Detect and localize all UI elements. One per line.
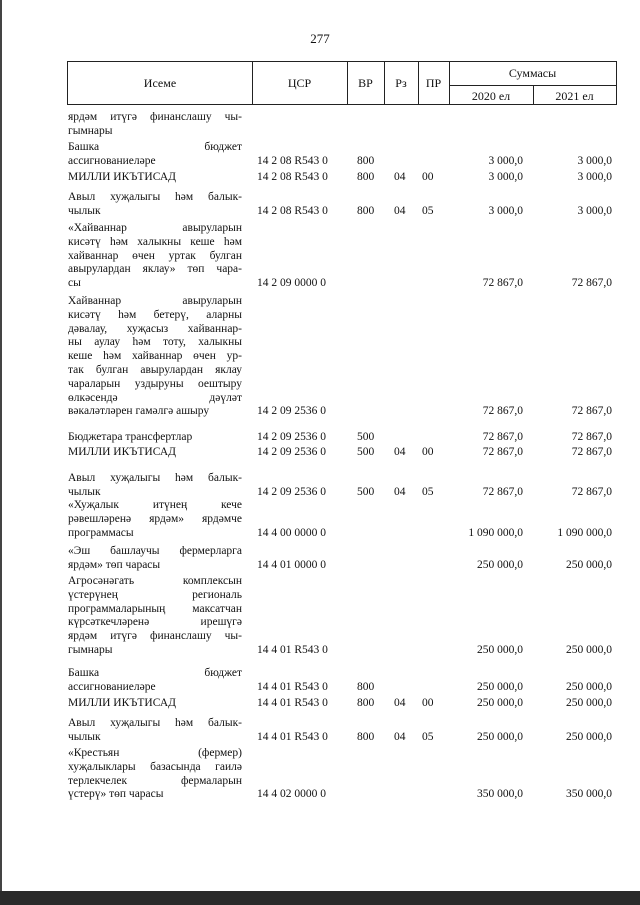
row-name	[68, 141, 242, 169]
row-name-line: хуҗалыклары базасында гаилә	[68, 760, 242, 773]
row-name	[68, 697, 242, 711]
row-csr: 14 4 01 R543 0	[257, 730, 328, 743]
row-name	[68, 222, 242, 291]
row-name-line: Агросәнәгать комплексын	[68, 575, 242, 587]
row-sum-2020: 250 000,0	[477, 644, 523, 656]
row-name-line: программасы	[68, 526, 134, 539]
row-sum-2020: 72 867,0	[482, 485, 523, 498]
row-name-line: чылык	[68, 730, 101, 743]
row-sum-2020: 72 867,0	[482, 405, 523, 418]
row-csr: 14 4 01 R543 0	[257, 697, 328, 709]
row-pr: 05	[422, 485, 434, 498]
row-sum-2021: 250 000,0	[566, 644, 612, 656]
row-sum-2020: 250 000,0	[477, 558, 523, 571]
row-rz: 04	[394, 204, 406, 217]
row-vr: 800	[357, 171, 375, 183]
table-row	[0, 191, 640, 219]
row-name-line: программаларының максатчан	[68, 602, 242, 615]
row-vr: 500	[357, 485, 375, 498]
row-sum-2020: 72 867,0	[482, 277, 523, 290]
table-row	[0, 717, 640, 745]
row-name-line: ярдәм итүгә финанслашу чы-	[68, 111, 242, 123]
table-row	[0, 545, 640, 573]
row-name	[68, 499, 242, 540]
table-row	[0, 747, 640, 802]
row-sum-2020: 1 090 000,0	[468, 526, 523, 539]
row-name-line: ярдәм» төп чарасы	[68, 558, 161, 571]
row-sum-2020: 250 000,0	[477, 680, 523, 693]
row-sum-2020: 250 000,0	[477, 730, 523, 743]
row-csr: 14 2 08 R543 0	[257, 171, 328, 183]
row-rz: 04	[394, 446, 406, 458]
table-row	[0, 431, 640, 445]
row-vr: 800	[357, 730, 375, 743]
header-sums: Суммасы	[508, 66, 557, 80]
row-csr: 14 4 02 0000 0	[257, 788, 326, 801]
row-csr: 14 4 00 0000 0	[257, 526, 326, 539]
table-row	[0, 446, 640, 460]
page-number: 277	[310, 31, 330, 46]
row-name-line: МИЛЛИ ИКЪТИСАД	[68, 697, 176, 709]
row-sum-2021: 250 000,0	[566, 697, 612, 709]
row-name	[68, 747, 242, 802]
row-name-line: ны аулау һәм тоту, халыкны	[68, 336, 242, 349]
row-name-line: терлекчелек фермаларын	[68, 774, 242, 787]
row-rz: 04	[394, 730, 406, 743]
header-year-2020: 2020 ел	[471, 89, 511, 103]
row-rz: 04	[394, 171, 406, 183]
row-name-line: Хайваннар авыруларын	[68, 295, 242, 307]
row-sum-2021: 350 000,0	[566, 788, 612, 801]
row-name	[68, 171, 242, 185]
row-name-line: ассигнованиеләре	[68, 154, 156, 167]
row-csr: 14 4 01 R543 0	[257, 680, 328, 693]
row-name-line: МИЛЛИ ИКЪТИСАД	[68, 171, 176, 183]
row-name	[68, 111, 242, 139]
row-sum-2021: 72 867,0	[571, 446, 612, 458]
row-name-line: гымнары	[68, 124, 113, 137]
table-row	[0, 111, 640, 139]
row-name-line: дәвалау, хуҗасыз хайваннар-	[68, 322, 242, 335]
row-csr: 14 2 08 R543 0	[257, 154, 328, 167]
row-name-line: так булган авырулардан яклау	[68, 363, 242, 376]
table-header	[67, 61, 617, 105]
row-sum-2021: 1 090 000,0	[557, 526, 612, 539]
row-name	[68, 446, 242, 460]
table-row	[0, 171, 640, 185]
row-name-line: чылык	[68, 485, 101, 498]
row-name-line: рәвешләренә ярдәм» ярдәмче	[68, 512, 242, 525]
row-pr: 00	[422, 171, 434, 183]
row-vr: 500	[357, 446, 375, 458]
row-name-line: вәкаләтләрен гамәлгә ашыру	[68, 405, 210, 418]
row-sum-2020: 250 000,0	[477, 697, 523, 709]
row-name	[68, 575, 242, 658]
table-row	[0, 575, 640, 658]
row-name-line: чараларын уздыруны оештыру	[68, 377, 242, 390]
row-name-line: кисәтү һәм бетерү, аларны	[68, 308, 242, 321]
row-pr: 05	[422, 204, 434, 217]
row-sum-2021: 3 000,0	[577, 204, 612, 217]
row-pr: 00	[422, 446, 434, 458]
row-vr: 800	[357, 154, 375, 167]
row-name-line: ярдәм итүгә финанслашу чы-	[68, 630, 242, 643]
row-name-line: «Хуҗалык итүнең кече	[68, 499, 242, 511]
row-vr: 800	[357, 204, 375, 217]
row-csr: 14 2 09 2536 0	[257, 446, 326, 458]
row-name-line: Бюджетара трансфертлар	[68, 431, 193, 443]
row-sum-2021: 250 000,0	[566, 558, 612, 571]
row-sum-2021: 250 000,0	[566, 680, 612, 693]
row-csr: 14 4 01 0000 0	[257, 558, 326, 571]
row-name-line: авырулардан яклау» төп чара-	[68, 263, 242, 276]
row-name-line: «Крестьян (фермер)	[68, 747, 242, 759]
row-name-line: хайваннар өчен уртак булган	[68, 249, 242, 262]
header-rz: Рз	[395, 76, 407, 90]
row-name-line: Авыл хуҗалыгы һәм балык-	[68, 472, 242, 484]
table-row	[0, 472, 640, 500]
row-name-line: күрсәткечләренә ирешүгә	[68, 616, 242, 629]
table-row	[0, 697, 640, 711]
row-sum-2020: 72 867,0	[482, 431, 523, 443]
header-vr: ВР	[358, 76, 373, 90]
row-csr: 14 4 01 R543 0	[257, 644, 328, 656]
row-name	[68, 667, 242, 695]
row-name	[68, 545, 242, 573]
header-csr: ЦСР	[287, 76, 312, 90]
row-name-line: үстерү» төп чарасы	[68, 788, 164, 801]
row-csr: 14 2 09 2536 0	[257, 485, 326, 498]
table-row	[0, 295, 640, 419]
row-sum-2020: 3 000,0	[488, 171, 523, 183]
table-row	[0, 499, 640, 540]
row-name-line: сы	[68, 277, 81, 290]
row-name-line: ассигнованиеләре	[68, 680, 156, 693]
row-name-line: Авыл хуҗалыгы һәм балык-	[68, 191, 242, 203]
row-sum-2020: 3 000,0	[488, 204, 523, 217]
row-name	[68, 717, 242, 745]
row-vr: 800	[357, 680, 375, 693]
row-name-line: «Эш башлаучы фермерларга	[68, 545, 242, 557]
table-row	[0, 222, 640, 291]
row-name-line: үстерүнең региональ	[68, 588, 242, 601]
row-name-line: кеше һәм хайваннар өчен ур-	[68, 350, 242, 363]
row-sum-2020: 350 000,0	[477, 788, 523, 801]
row-csr: 14 2 09 0000 0	[257, 277, 326, 290]
row-sum-2021: 3 000,0	[577, 154, 612, 167]
row-csr: 14 2 09 2536 0	[257, 431, 326, 443]
row-rz: 04	[394, 697, 406, 709]
row-sum-2021: 72 867,0	[571, 485, 612, 498]
row-sum-2021: 3 000,0	[577, 171, 612, 183]
row-sum-2021: 72 867,0	[571, 277, 612, 290]
row-name	[68, 472, 242, 500]
table-row	[0, 667, 640, 695]
row-sum-2021: 72 867,0	[571, 431, 612, 443]
row-name-line: чылык	[68, 204, 101, 217]
header-pr: ПР	[425, 76, 442, 90]
row-name	[68, 191, 242, 219]
row-name-line: Башка бюджет	[68, 667, 242, 679]
row-pr: 00	[422, 697, 434, 709]
row-vr: 800	[357, 697, 375, 709]
row-sum-2020: 72 867,0	[482, 446, 523, 458]
row-csr: 14 2 08 R543 0	[257, 204, 328, 217]
row-sum-2021: 72 867,0	[571, 405, 612, 418]
row-name-line: өлкәсендә дәүләт	[68, 391, 242, 404]
row-rz: 04	[394, 485, 406, 498]
header-year-2021: 2021 ел	[555, 89, 594, 103]
row-name-line: Авыл хуҗалыгы һәм балык-	[68, 717, 242, 729]
row-csr: 14 2 09 2536 0	[257, 405, 326, 418]
row-name-line: «Хайваннар авыруларын	[68, 222, 242, 234]
row-pr: 05	[422, 730, 434, 743]
row-name-line: кисәтү һәм халыкны кешe һәм	[68, 235, 242, 248]
row-sum-2021: 250 000,0	[566, 730, 612, 743]
row-name-line: Башка бюджет	[68, 141, 242, 153]
header-name: Исеме	[143, 76, 177, 90]
row-name	[68, 431, 242, 445]
row-name	[68, 295, 242, 419]
row-sum-2020: 3 000,0	[488, 154, 523, 167]
table-row	[0, 141, 640, 169]
scan-bottom-edge	[0, 891, 640, 905]
row-name-line: МИЛЛИ ИКЪТИСАД	[68, 446, 176, 458]
row-name-line: гымнары	[68, 643, 113, 656]
row-vr: 500	[357, 431, 375, 443]
